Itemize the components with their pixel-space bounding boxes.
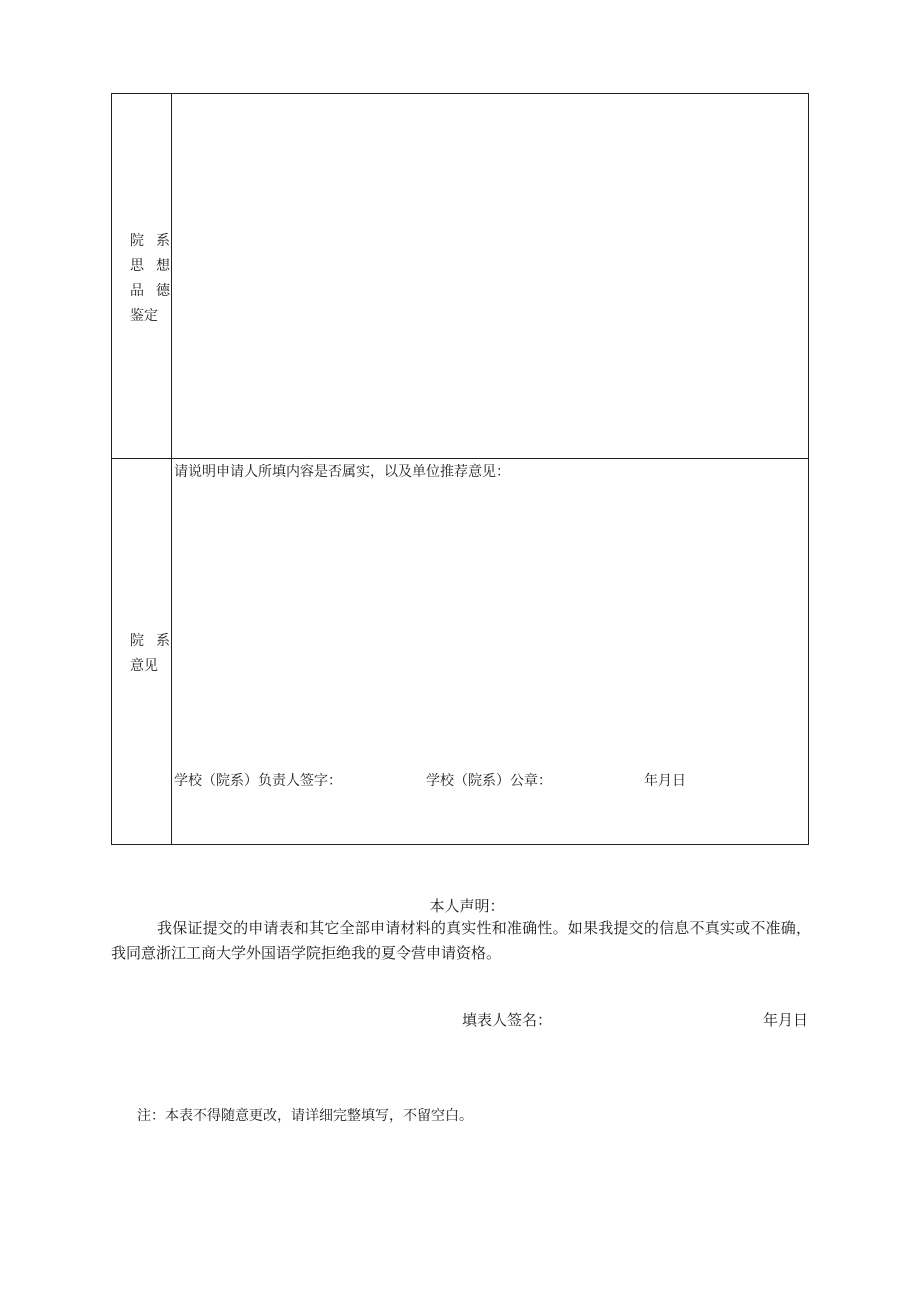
official-seal-label: 学校（院系）公章： (426, 773, 552, 789)
opinion-instruction: 请说明申请人所填内容是否属实，以及单位推荐意见： (174, 464, 510, 480)
applicant-signature-label: 填表人签名： (462, 1011, 553, 1029)
official-date-label: 年月日 (644, 773, 686, 789)
label-line: 思 想 (130, 258, 170, 274)
department-opinion-label (112, 629, 171, 679)
applicant-date-label: 年月日 (762, 1011, 808, 1029)
label-line: 鉴定 (130, 308, 158, 324)
form-note: 注：本表不得随意更改，请详细完整填写，不留空白。 (137, 1108, 473, 1124)
label-line: 院 系 (130, 633, 170, 649)
evaluation-form-table (111, 93, 809, 845)
label-line: 意见 (130, 658, 158, 674)
declaration-body: 我保证提交的申请表和其它全部申请材料的真实性和准确性。如果我提交的信息不真实或不准确，我同意浙江工商大学外国语学院拒绝我的夏令营申请资格。 (111, 919, 811, 962)
moral-evaluation-label (112, 229, 171, 329)
label-line: 院 系 (130, 233, 170, 249)
declaration-title: 本人声明： (429, 897, 505, 915)
row-divider (112, 458, 808, 459)
label-column-divider (171, 94, 172, 844)
official-signature-label: 学校（院系）负责人签字： (174, 773, 342, 789)
label-line: 品 德 (130, 283, 170, 299)
